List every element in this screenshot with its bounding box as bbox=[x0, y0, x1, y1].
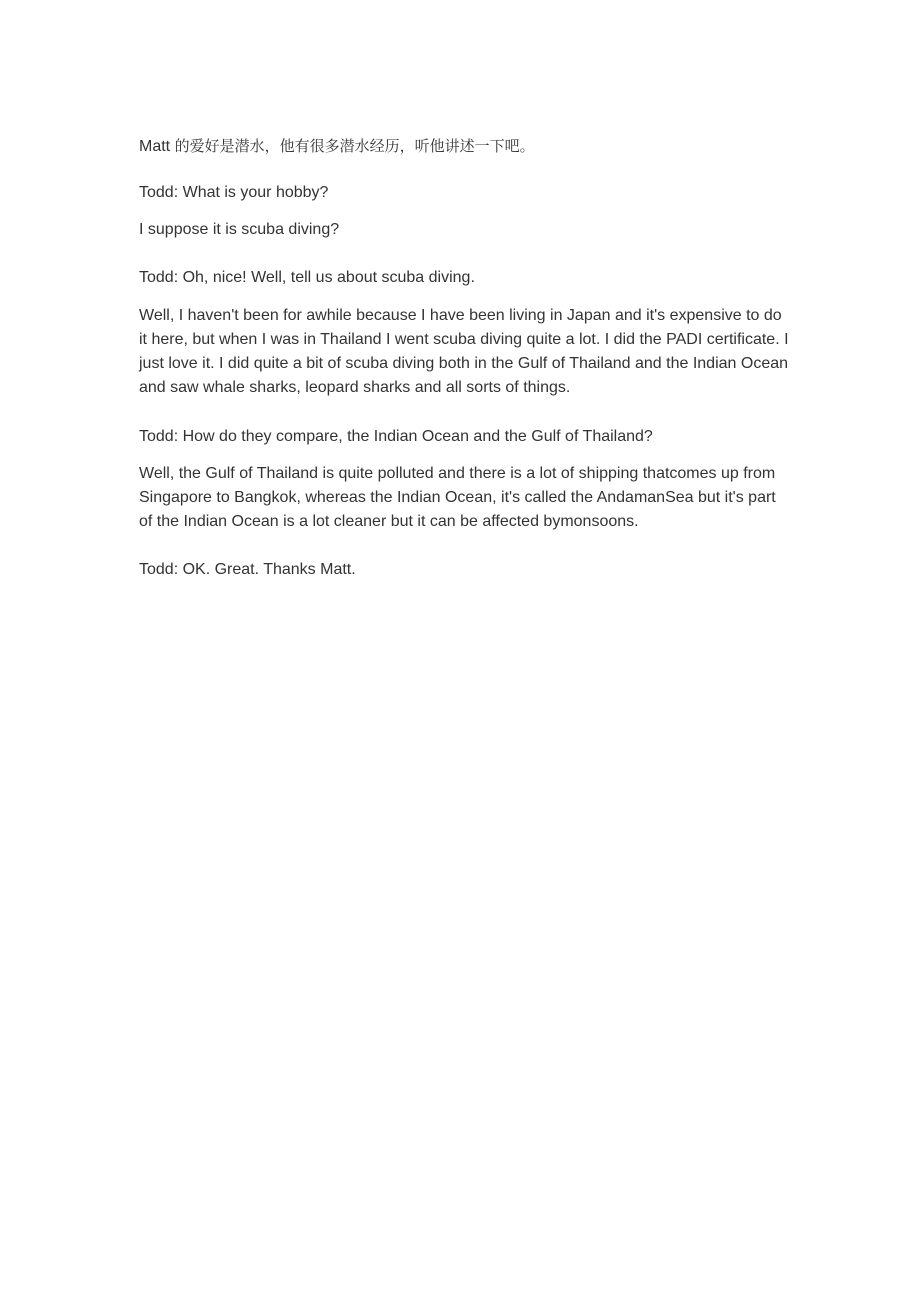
intro-line bbox=[139, 134, 789, 159]
dialogue-line-todd-followup: Todd: Oh, nice! Well, tell us about scuba diving. bbox=[139, 269, 475, 286]
dialogue-paragraph-matt-compare: Well, the Gulf of Thailand is quite polluted and there is a lot of shipping thatcomes up from Singapore to Bangkok, whereas the Indian Ocean, it's called the AndamanSea but it's part of the Indian Ocean is a lot cleaner but it can be affected bymonsoons. bbox=[139, 465, 776, 530]
dialogue-paragraph-matt-diving: Well, I haven't been for awhile because I have been living in Japan and it's expensive to do it here, but when I was in Thailand I went scuba diving quite a lot. I did the PADI certificate. I just love it. I did quite a bit of scuba diving both in the Gulf of Thailand and the Indian Ocean and saw whale sharks, leopard sharks and all sorts of things. bbox=[139, 307, 789, 396]
dialogue-line-todd-question: Todd: What is your hobby? bbox=[139, 184, 329, 201]
intro-name: Matt bbox=[139, 138, 171, 155]
dialogue-line-todd-closing: Todd: OK. Great. Thanks Matt. bbox=[139, 561, 356, 578]
dialogue-line-matt-answer: I suppose it is scuba diving? bbox=[139, 221, 340, 238]
intro-chinese-text: 的爱好是潜水，他有很多潜水经历，听他讲述一下吧。 bbox=[174, 137, 535, 155]
dialogue-line-todd-compare: Todd: How do they compare, the Indian Ocean and the Gulf of Thailand? bbox=[139, 428, 653, 445]
